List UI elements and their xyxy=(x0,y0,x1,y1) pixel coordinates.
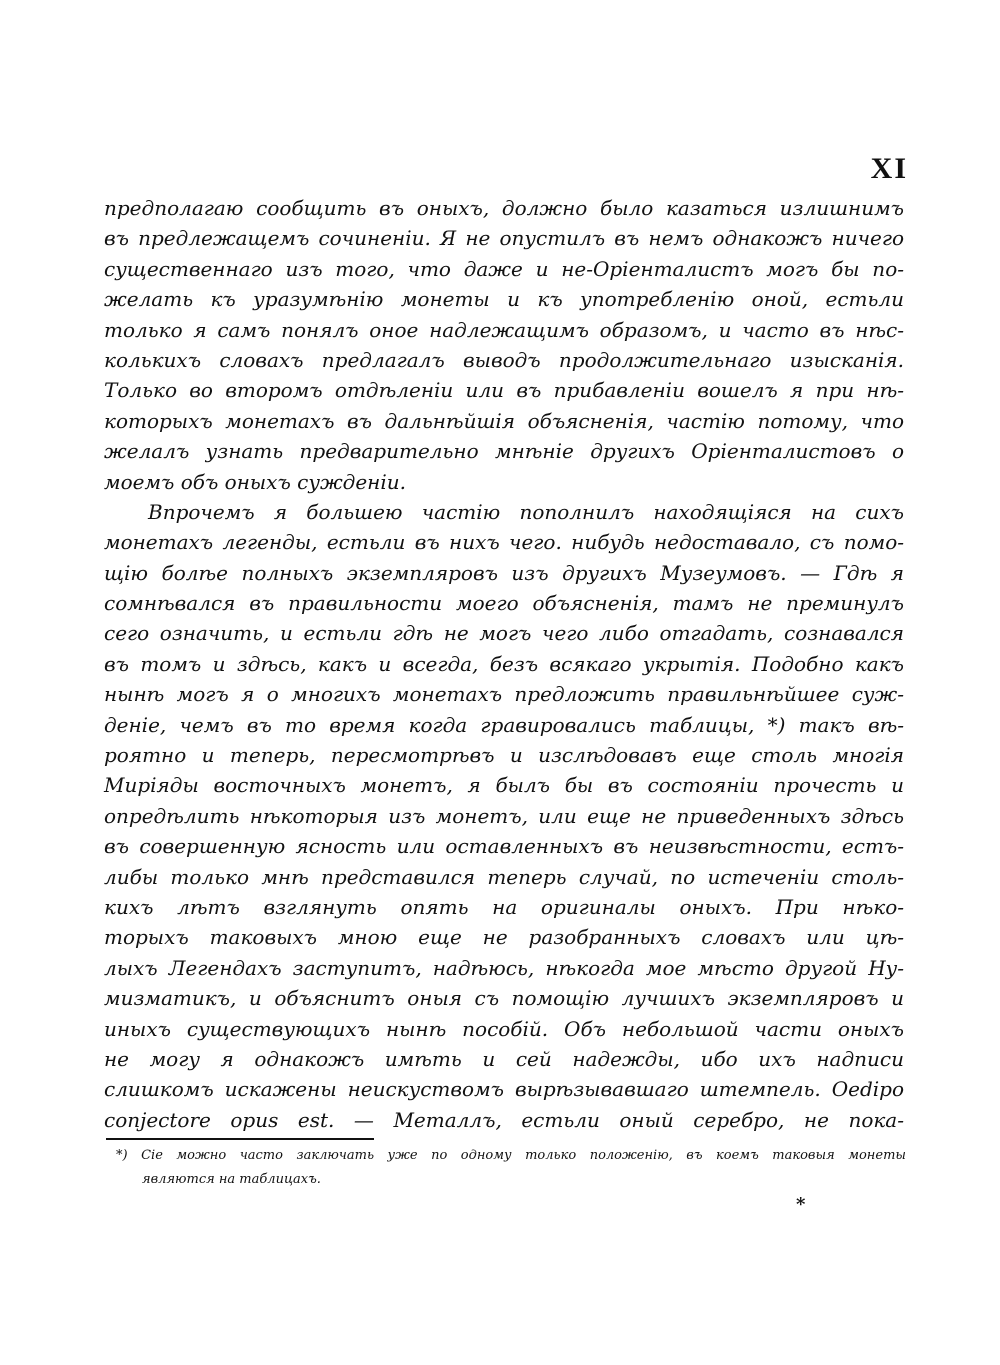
footnote-line xyxy=(116,1144,906,1168)
text-line: колькихъ словахъ предлагалъ выводъ продолжительнаго изысканія. xyxy=(104,347,904,372)
signature-mark: * xyxy=(796,1194,806,1215)
paragraph-start-line: Впрочемъ я большею частію пополнилъ находящіяся на сихъ xyxy=(148,499,904,524)
text-line: мизматикъ, и объяснитъ оныя съ помощію лучшихъ экземпляровъ и xyxy=(104,986,904,1011)
text-line: опредѣлить нѣкоторыя изъ монетъ, или еще не приведенныхъ здѣсь xyxy=(104,803,904,828)
footnote-text: Сіе можно часто заключать уже по одному только положенію, въ коемъ таковыя монеты xyxy=(141,1148,906,1163)
text-line: роятно и теперь, пересмотрѣвъ и изслѣдовавъ еще столь многія xyxy=(104,743,904,768)
text-line: сомнѣвался въ правильности моего объясненія, тамъ не преминулъ xyxy=(104,591,904,616)
text-line: сего означить, и естьли гдѣ не могъ чего либо отгадать, сознавался xyxy=(104,621,904,646)
text-line: только я самъ понялъ оное надлежащимъ образомъ, и часто въ нѣс- xyxy=(104,317,904,342)
text-line: желать къ уразумѣнію монеты и къ употребленію оной, естьли xyxy=(104,287,904,312)
text-line: предполагаю сообщить въ оныхъ, должно было казаться излишнимъ xyxy=(104,196,904,220)
text-line: въ предлежащемъ сочиненіи. Я не опустилъ въ немъ однакожъ ничего xyxy=(104,226,904,251)
text-line: либы только мнѣ представился теперь случай, по истеченіи столь- xyxy=(104,864,904,889)
text-line: монетахъ легенды, естьли въ нихъ чего. нибудь недоставало, съ помо- xyxy=(104,530,904,555)
text-line: лыхъ Легендахъ заступитъ, надѣюсь, нѣкогда мое мѣсто другой Ну- xyxy=(104,955,904,980)
footnote-marker: *) xyxy=(116,1148,128,1163)
text-line: Только во второмъ отдѣленіи или въ прибавленіи вошелъ я при нѣ- xyxy=(104,378,904,403)
text-line: не могу я однакожъ имѣть и сей надежды, ибо ихъ надписи xyxy=(104,1046,904,1071)
text-line: conjectore opus est. — Металлъ, естьли оный серебро, не пока- xyxy=(104,1107,904,1132)
text-line: иныхъ существующихъ нынѣ пособій. Объ небольшой части оныхъ xyxy=(104,1016,904,1041)
text-line: торыхъ таковыхъ мною еще не разобранныхъ словахъ или цѣ- xyxy=(104,925,904,950)
text-line: существеннаго изъ того, что даже и не-Оріенталистъ могъ бы по- xyxy=(104,256,904,281)
text-line: щію болѣе полныхъ экземпляровъ изъ другихъ Музеумовъ. — Гдѣ я xyxy=(104,560,904,585)
text-line: которыхъ монетахъ въ дальнѣйшія объясненія, частію потому, что xyxy=(104,408,904,433)
text-line: желалъ узнать предварительно мнѣніе другихъ Оріенталистовъ о xyxy=(104,439,904,464)
text-line: въ томъ и здѣсь, какъ и всегда, безъ всякаго укрытія. Подобно какъ xyxy=(104,651,904,676)
text-line: моемъ объ оныхъ сужденіи. xyxy=(104,469,406,494)
text-line: кихъ лѣтъ взглянуть опять на оригиналы оныхъ. При нѣко- xyxy=(104,894,904,919)
footnote xyxy=(116,1144,906,1192)
text-line: деніе, чемъ въ то время когда гравировались таблицы, *) такъ вѣ- xyxy=(104,712,904,737)
text-line: въ совершенную ясность или оставленныхъ въ неизвѣстности, естъ- xyxy=(104,834,904,859)
footnote-rule xyxy=(106,1138,374,1140)
page-number: XI xyxy=(870,152,908,185)
text-line: Миріяды восточныхъ монетъ, я былъ бы въ состояніи прочесть и xyxy=(104,773,904,798)
main-text xyxy=(104,193,904,1135)
text-line: нынѣ могъ я о многихъ монетахъ предложить правильнѣйшее суж- xyxy=(104,682,904,707)
text-line: слишкомъ искажены неискуствомъ вырѣзывавшаго штемпель. Oedipo xyxy=(104,1077,904,1102)
footnote-line: являются на таблицахъ. xyxy=(142,1172,321,1187)
